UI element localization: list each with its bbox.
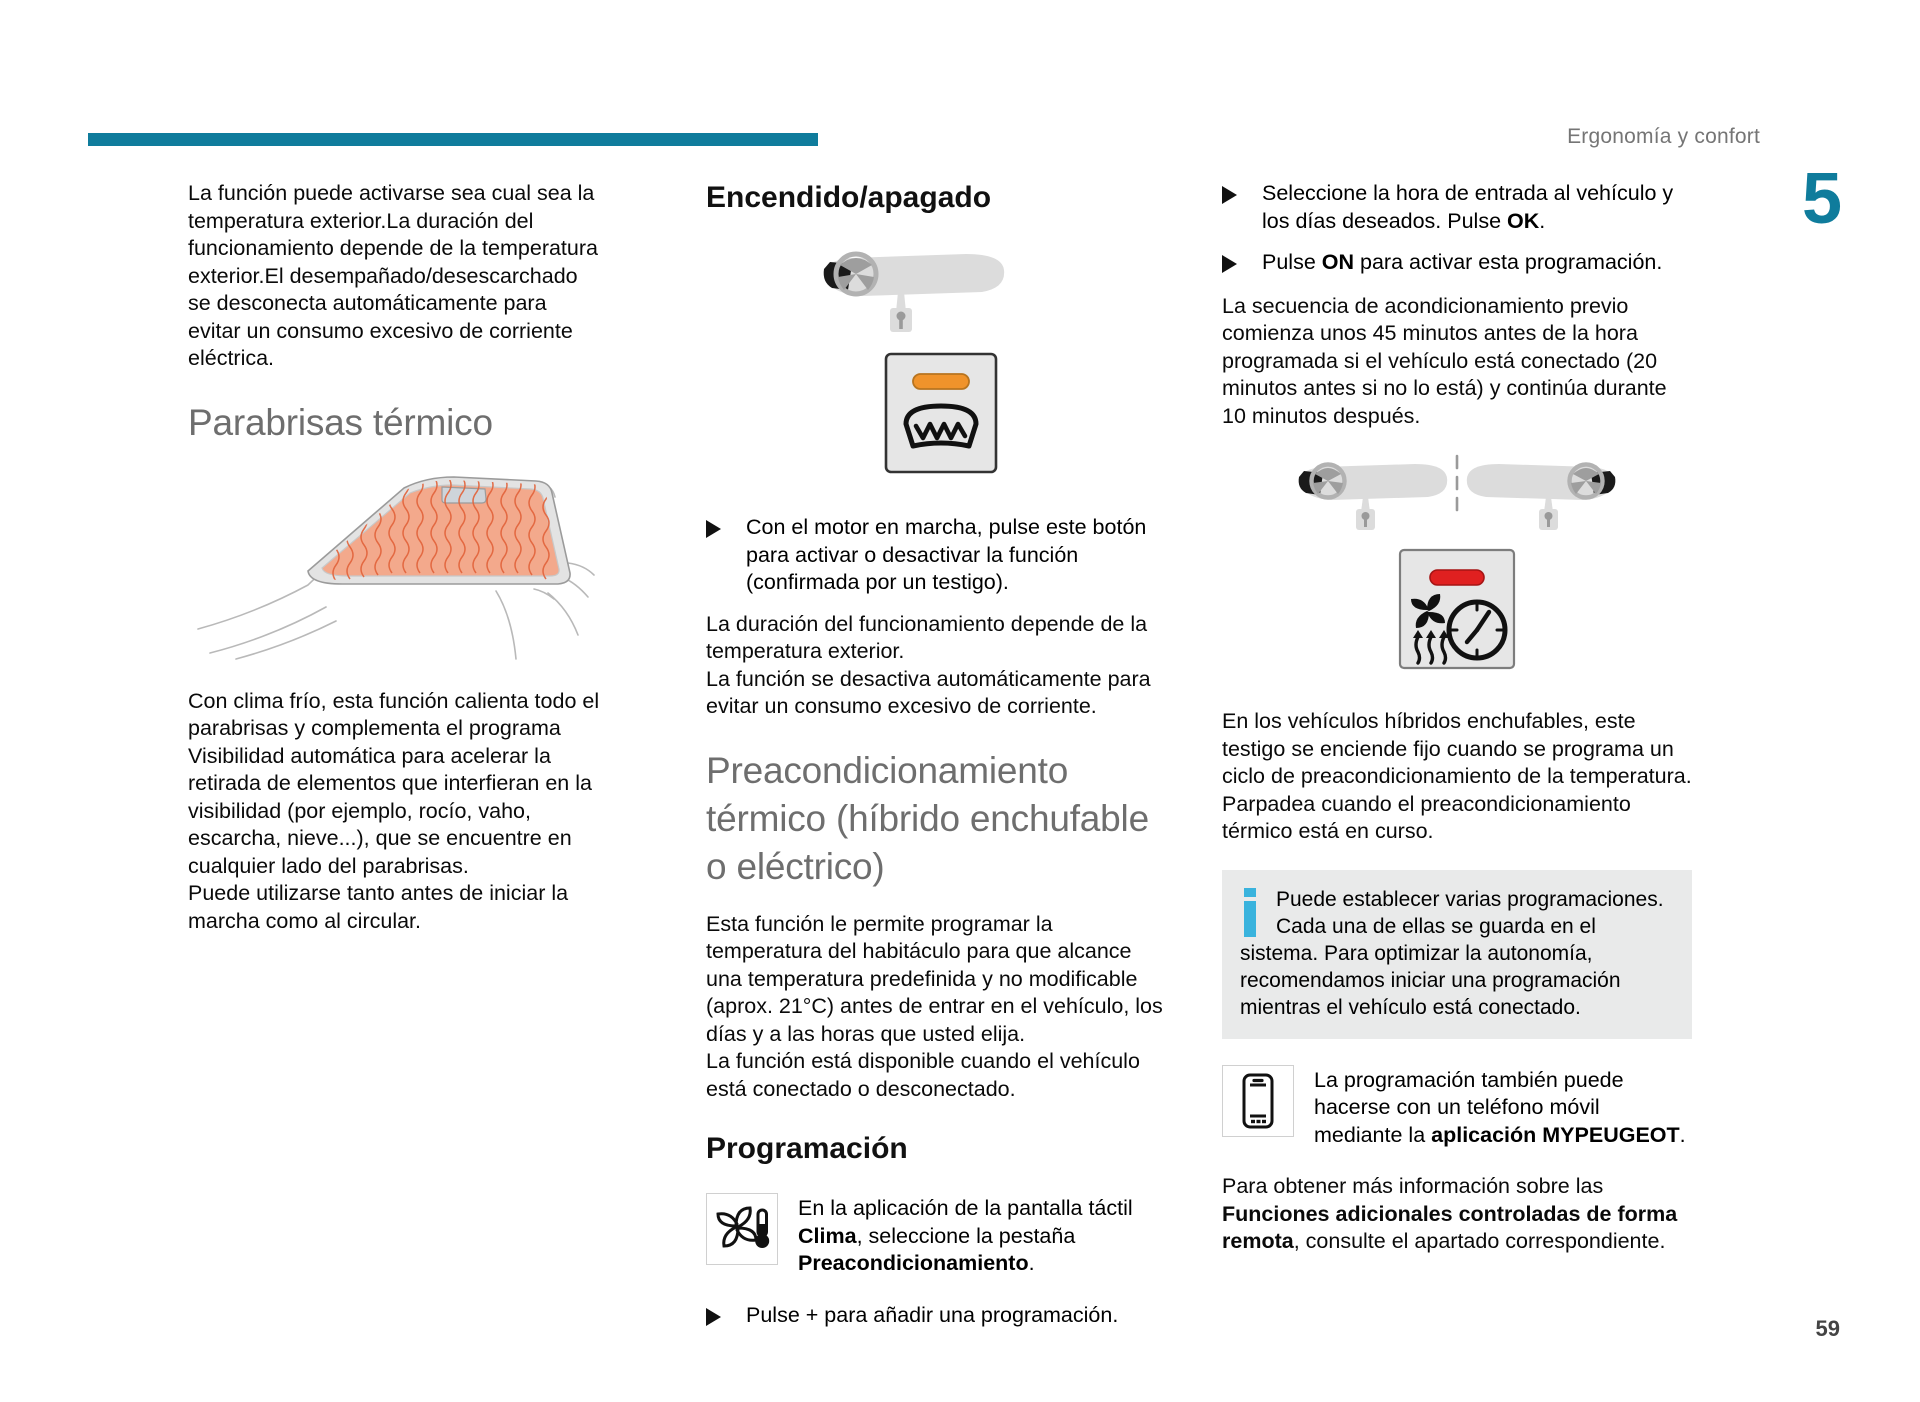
bullet-triangle-icon <box>706 520 721 538</box>
clima-note-mid: , seleccione la pestaña <box>856 1223 1076 1248</box>
bullet-add-programming-text: Pulse + para añadir una programación. <box>746 1302 1119 1327</box>
clima-icon-frame <box>706 1193 778 1265</box>
precondition-button-svg <box>1287 452 1627 682</box>
clima-note-suffix: . <box>1028 1251 1035 1275</box>
info-i-icon <box>1244 888 1260 937</box>
hybrid-indicator-paragraph: En los vehículos híbridos enchufables, este testigo se enciende fijo cuando se programa un ciclo de preacondicionamiento de la temperatura. Parpadea cuando el preacondicionamiento térmico está en curso. <box>1222 709 1692 843</box>
heated-windshield-illustration <box>188 467 603 662</box>
lhd-rhd-dashboards-and-precondition-button <box>1222 452 1692 682</box>
more-info-suffix: , consulte el apartado correspondiente. <box>1293 1229 1666 1253</box>
heated-windshield-svg <box>196 467 596 662</box>
clima-note-text <box>798 1193 1166 1278</box>
bullet-on-label: ON <box>1321 250 1355 274</box>
clima-note-bold-clima: Clima <box>798 1223 857 1248</box>
heading-preacondicionamiento-termico: Preacondicionamiento térmico (híbrido enchufable o eléctrico) <box>706 749 1149 887</box>
clima-note-prefix: En la aplicación de la pantalla táctil <box>798 1196 1133 1220</box>
more-info-prefix: Para obtener más información sobre las <box>1222 1174 1604 1198</box>
bullet-select-time-suffix: . <box>1539 208 1546 233</box>
bullet-engine-running <box>706 514 1166 597</box>
phone-note-text <box>1314 1065 1692 1150</box>
phone-note-suffix: . <box>1679 1122 1686 1147</box>
more-info-bold: Funciones adicionales controladas de forma remota <box>1222 1201 1678 1253</box>
heading-programacion: Programación <box>706 1132 908 1165</box>
bullet-select-time-text <box>1262 181 1673 233</box>
phone-app-note <box>1222 1065 1692 1150</box>
preconditioning-button-icon <box>1400 550 1514 668</box>
windshield-defrost-button-icon <box>886 354 996 472</box>
bullet-press-on-suffix: para activar esta programación. <box>1354 250 1663 274</box>
auto-deactivate-paragraph: La función se desactiva automáticamente para evitar un consumo excesivo de corriente. <box>706 666 1151 718</box>
column-1 <box>188 180 603 957</box>
bullet-select-time <box>1222 180 1692 235</box>
heading-parabrisas-termico: Parabrisas térmico <box>188 401 493 443</box>
bullet-select-time-prefix: Seleccione la hora de entrada al vehículo y los días deseados. Pulse <box>1262 181 1674 233</box>
phone-icon-frame <box>1222 1065 1294 1137</box>
heading-encendido-apagado: Encendido/apagado <box>706 181 992 214</box>
duration-paragraph: La duración del funcionamiento depende de la temperatura exterior. <box>706 611 1148 663</box>
bullet-engine-running-text: Con el motor en marcha, pulse este botón para activar o desactivar la función (confirmada por un testigo). <box>746 515 1147 594</box>
chapter-number: 5 <box>1801 159 1840 239</box>
dashboard-and-defrost-button <box>706 238 1166 488</box>
dashboard-icon <box>824 254 1004 332</box>
mobile-phone-icon <box>1238 1072 1278 1130</box>
column-3 <box>1222 180 1692 1278</box>
phone-note-prefix: La programación también puede hacerse con un teléfono móvil mediante la <box>1314 1067 1624 1147</box>
sequence-paragraph: La secuencia de acondicionamiento previo comienza unos 45 minutos antes de la hora programada si el vehículo está conectado (20 minutos antes si no lo está) y continúa durante 10 minutos después. <box>1222 293 1667 428</box>
info-i-stem <box>1244 901 1256 937</box>
info-i-dot <box>1244 888 1256 897</box>
clima-app-note <box>706 1193 1166 1278</box>
bullet-press-on-prefix: Pulse <box>1262 250 1322 274</box>
info-box <box>1222 870 1692 1039</box>
dashboard-lhd-icon <box>1299 464 1448 530</box>
precond-paragraph-1: Esta función le permite programar la temperatura del habitáculo para que alcance una temperatura predefinida y no modificable (aprox. 21°C) antes de entrar en el vehículo, los días y a las horas que usted elija. <box>706 911 1163 1046</box>
clima-note-bold-precond: Preacondicionamiento <box>798 1251 1029 1275</box>
bullet-add-programming <box>706 1302 1166 1330</box>
bullet-triangle-icon <box>1222 186 1237 204</box>
defrost-button-svg <box>806 238 1066 488</box>
parabrisas-paragraph-1: Con clima frío, esta función calienta todo el parabrisas y complementa el programa Visibilidad automática para acelerar la retirada de elementos que interfieran en la visibilidad (por ejemplo, rocío, vaho, escarcha, nieve...), que se encuentre en cualquier lado del parabrisas. <box>188 688 600 878</box>
page-number: 59 <box>1815 1316 1840 1341</box>
bullet-press-on-text <box>1262 250 1662 274</box>
parabrisas-paragraph-2: Puede utilizarse tanto antes de iniciar la marcha como al circular. <box>188 881 569 933</box>
fan-thermometer-icon <box>714 1202 770 1256</box>
precond-paragraph-2: La función está disponible cuando el vehículo está conectado o desconectado. <box>706 1049 1140 1101</box>
intro-paragraph: La función puede activarse sea cual sea la temperatura exterior.La duración del funcionamiento depende de la temperatura exterior.El desempañado/desescarchado se desconecta automáticamente para evitar un consumo excesivo de corriente eléctrica. <box>188 181 598 370</box>
dashboard-rhd-icon <box>1467 464 1616 530</box>
bullet-press-on <box>1222 249 1692 277</box>
more-info-paragraph <box>1222 1173 1692 1256</box>
info-box-text: Puede establecer varias programaciones. Cada una de ellas se guarda en el sistema. Para optimizar la autonomía, recomendamos iniciar una programación mientras el vehículo está conectado. <box>1240 887 1664 1019</box>
section-title: Ergonomía y confort <box>1567 125 1760 148</box>
phone-note-bold-app: aplicación MYPEUGEOT <box>1431 1122 1680 1147</box>
column-2 <box>706 180 1166 1343</box>
header-rule <box>88 133 818 146</box>
bullet-triangle-icon <box>1222 255 1237 273</box>
bullet-ok-label: OK <box>1507 208 1540 233</box>
bullet-triangle-icon <box>706 1308 721 1326</box>
